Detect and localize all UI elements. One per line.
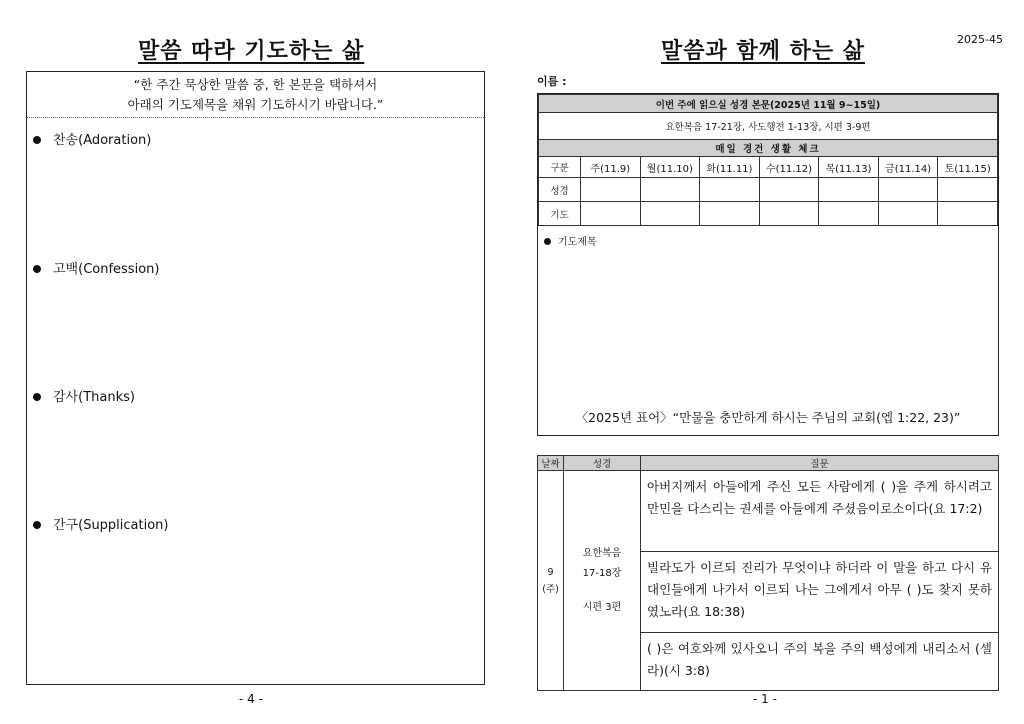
- column-header: 월(11.10): [640, 157, 700, 178]
- column-header-scripture: 성경: [564, 456, 641, 471]
- scripture-chapters: 17-18장: [582, 567, 622, 579]
- section-label: 고백(Confession): [53, 262, 160, 277]
- check-cell[interactable]: [819, 202, 879, 226]
- left-page-title: 말씀 따라 기도하는 삶: [138, 39, 365, 64]
- section-label: 감사(Thanks): [53, 390, 135, 405]
- reading-header: 이번 주에 읽으실 성경 본문(2025년 11월 9~15일): [539, 95, 998, 113]
- left-page-number: - 4 -: [239, 692, 263, 706]
- date-value: 9: [547, 566, 554, 578]
- check-cell[interactable]: [759, 202, 819, 226]
- column-header-date: 날짜: [538, 456, 564, 471]
- reading-table: [538, 94, 998, 226]
- check-cell[interactable]: [581, 202, 641, 226]
- check-cell[interactable]: [700, 202, 760, 226]
- check-cell[interactable]: [878, 202, 938, 226]
- bullet-icon: [33, 521, 41, 529]
- check-cell[interactable]: [640, 178, 700, 202]
- row-label-prayer: 기도: [539, 202, 581, 226]
- column-header: 수(11.12): [759, 157, 819, 178]
- scripture-psalm: 시편 3편: [582, 601, 622, 613]
- check-cell[interactable]: [581, 178, 641, 202]
- bullet-icon: [544, 238, 551, 245]
- right-page-number: - 1 -: [753, 692, 777, 706]
- reading-passage: 요한복음 17-21장, 사도행전 1-13장, 시편 3-9편: [539, 113, 998, 140]
- daily-check-header: 매일 경건 생활 체크: [539, 140, 998, 157]
- day-value: (주): [542, 583, 559, 595]
- column-header: 화(11.11): [700, 157, 760, 178]
- year-motto: 〈2025년 표어〉“만물을 충만하게 하시는 주님의 교회(엡 1:22, 23)”: [575, 410, 961, 425]
- section-adoration: [33, 129, 151, 148]
- reading-box: [537, 93, 999, 436]
- instruction-quote: [27, 72, 484, 118]
- right-page-title: 말씀과 함께 하는 삶: [661, 39, 865, 64]
- bullet-icon: [33, 136, 41, 144]
- check-cell[interactable]: [700, 178, 760, 202]
- section-label: 찬송(Adoration): [53, 133, 152, 148]
- column-header: 구분: [539, 157, 581, 178]
- quote-line-2: 아래의 기도제목을 채워 기도하시기 바랍니다.”: [127, 97, 384, 112]
- check-cell[interactable]: [759, 178, 819, 202]
- column-header: 금(11.14): [878, 157, 938, 178]
- question-1[interactable]: 아버지께서 아들에게 주신 모든 사람에게 ( )을 주게 하시려고 만민을 다스리는 권세를 아들에게 주셨음이로소이다(요 17:2): [641, 471, 999, 552]
- section-supplication: [33, 514, 169, 533]
- section-label: 간구(Supplication): [53, 518, 169, 533]
- scripture-book: 요한복음: [582, 547, 622, 559]
- section-thanks: [33, 386, 135, 405]
- date-cell: [538, 471, 564, 691]
- section-confession: [33, 258, 159, 277]
- column-header-question: 질문: [641, 456, 999, 471]
- questions-table: [537, 455, 999, 691]
- prayer-topics-label: [544, 233, 597, 248]
- prayer-box: [26, 71, 485, 685]
- check-cell[interactable]: [819, 178, 879, 202]
- column-header: 주(11.9): [581, 157, 641, 178]
- check-cell[interactable]: [878, 178, 938, 202]
- bullet-icon: [33, 265, 41, 273]
- issue-number: 2025-45: [957, 33, 1003, 46]
- name-label: 이름 :: [537, 75, 567, 88]
- check-cell[interactable]: [938, 178, 998, 202]
- scripture-cell: [564, 471, 641, 691]
- prayer-topics-text: 기도제목: [558, 237, 597, 248]
- column-header: 토(11.15): [938, 157, 998, 178]
- quote-line-1: “한 주간 묵상한 말씀 중, 한 본문을 택하셔서: [133, 77, 378, 92]
- check-cell[interactable]: [938, 202, 998, 226]
- row-label-bible: 성경: [539, 178, 581, 202]
- column-header: 목(11.13): [819, 157, 879, 178]
- bullet-icon: [33, 393, 41, 401]
- check-cell[interactable]: [640, 202, 700, 226]
- question-2[interactable]: 빌라도가 이르되 진리가 무엇이냐 하더라 이 말을 하고 다시 유대인들에게 나가서 이르되 나는 그에게서 아무 ( )도 찾지 못하였노라(요 18:38): [641, 552, 999, 633]
- question-3[interactable]: ( )은 여호와께 있사오니 주의 복을 주의 백성에게 내리소서 (셀라)(시 3:8): [641, 633, 999, 691]
